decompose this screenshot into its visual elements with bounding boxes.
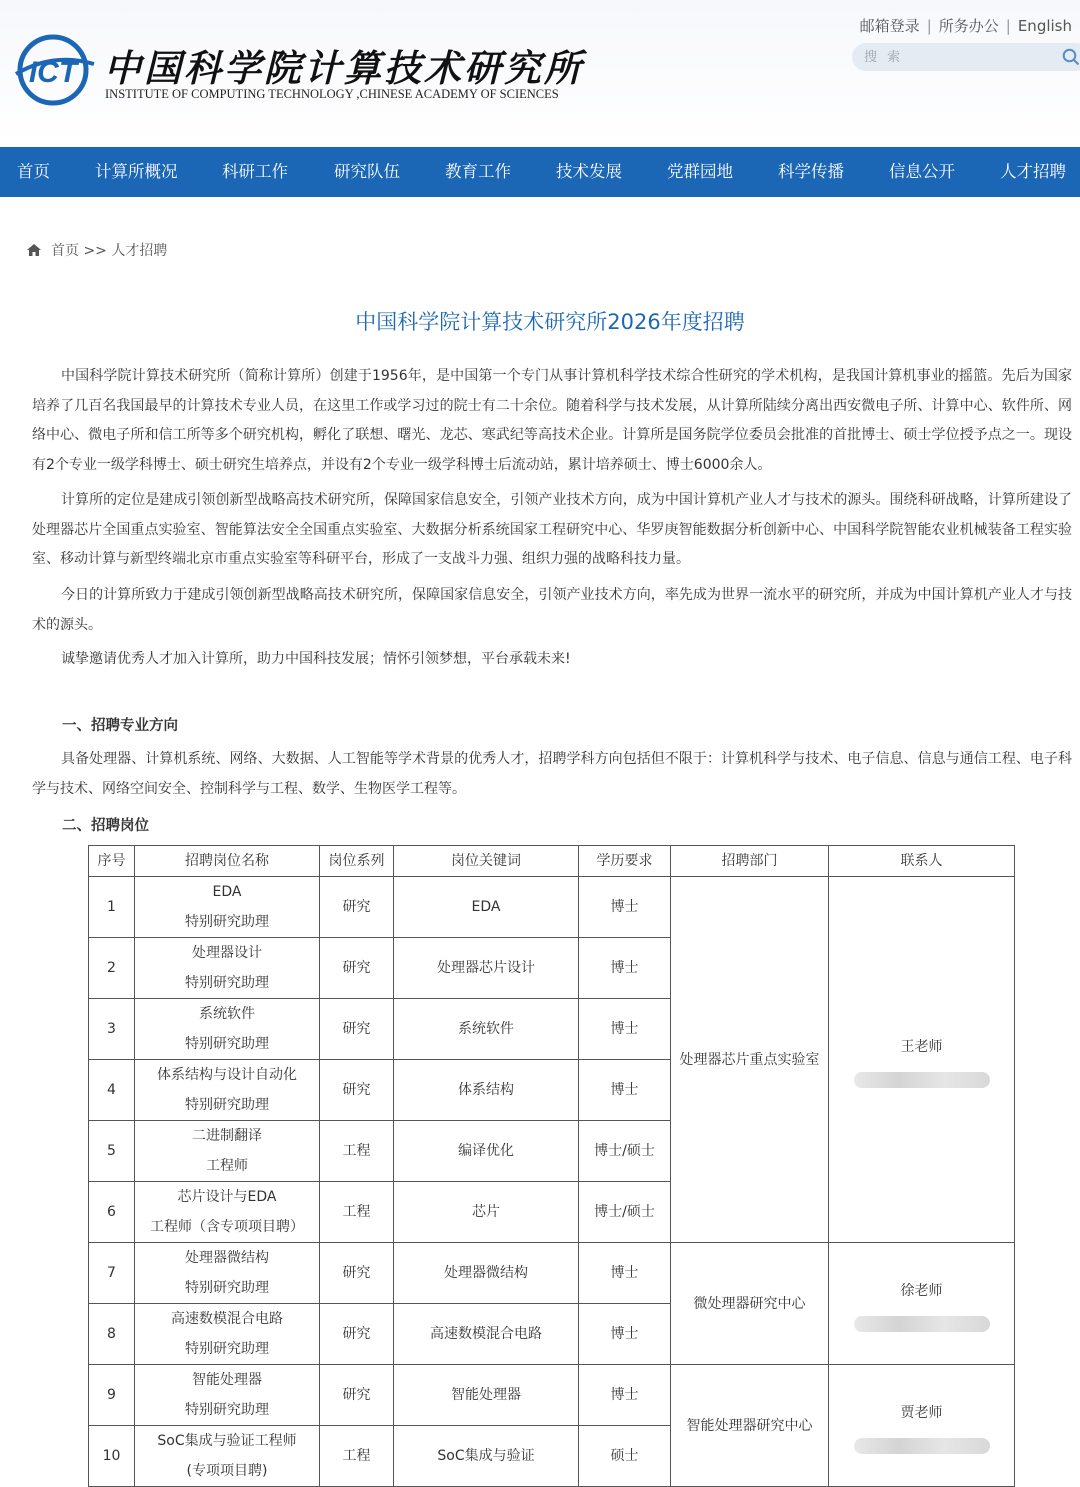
position-title: 芯片设计与EDA [177, 1189, 277, 1205]
table-row [89, 1243, 1015, 1304]
dept-cell: 智能处理器研究中心 [671, 1365, 829, 1487]
row-degree: 博士/硕士 [579, 1121, 671, 1182]
col-header-keyword: 岗位关键词 [394, 846, 579, 877]
nav-party[interactable]: 党群园地 [667, 162, 733, 181]
contact-cell [829, 1365, 1015, 1487]
row-keyword: 系统软件 [394, 999, 579, 1060]
row-no: 7 [89, 1243, 135, 1304]
position-subtitle: (专项项目聘) [186, 1463, 268, 1479]
row-series: 研究 [320, 877, 394, 938]
table-row [89, 877, 1015, 938]
row-series: 研究 [320, 1365, 394, 1426]
contact-name: 贾老师 [900, 1404, 943, 1421]
row-keyword: 体系结构 [394, 1060, 579, 1121]
row-series: 研究 [320, 1304, 394, 1365]
row-keyword: 高速数模混合电路 [394, 1304, 579, 1365]
row-degree: 硕士 [579, 1426, 671, 1487]
row-no: 1 [89, 877, 135, 938]
divider: | [1005, 17, 1011, 35]
col-header-position: 招聘岗位名称 [135, 846, 320, 877]
position-title: 二进制翻译 [192, 1128, 262, 1144]
position-subtitle: 特别研究助理 [185, 1036, 269, 1052]
row-no: 8 [89, 1304, 135, 1365]
row-position [135, 1426, 320, 1487]
position-subtitle: 特别研究助理 [185, 1402, 269, 1418]
table-header-row [89, 846, 1015, 877]
top-links [860, 15, 1072, 36]
nav-team[interactable]: 研究队伍 [334, 162, 400, 181]
row-series: 工程 [320, 1121, 394, 1182]
redacted-contact-info [854, 1316, 990, 1332]
position-title: 高速数模混合电路 [171, 1311, 283, 1327]
nav-research[interactable]: 科研工作 [222, 162, 288, 181]
row-no: 6 [89, 1182, 135, 1243]
row-series: 研究 [320, 938, 394, 999]
row-degree: 博士 [579, 1243, 671, 1304]
position-subtitle: 特别研究助理 [185, 1097, 269, 1113]
position-title: 处理器微结构 [185, 1250, 269, 1266]
section-heading-positions: 二、招聘岗位 [62, 818, 149, 834]
directions-text: 具备处理器、计算机系统、网络、大数据、人工智能等学术背景的优秀人才，招聘学科方向包括但不限于：计算机科学与技术、电子信息、信息与通信工程、电子科学与技术、网络空间安全、控制科学与工程、数学、生物医学工程等。 [32, 751, 1072, 797]
breadcrumb-home[interactable]: 首页 [51, 243, 79, 259]
nav-info[interactable]: 信息公开 [889, 162, 955, 181]
contact-name: 王老师 [900, 1038, 943, 1055]
row-keyword: 编译优化 [394, 1121, 579, 1182]
row-position [135, 1243, 320, 1304]
row-degree: 博士 [579, 938, 671, 999]
col-header-no: 序号 [89, 846, 135, 877]
row-position [135, 1365, 320, 1426]
redacted-contact-info [854, 1438, 990, 1454]
search-input[interactable] [864, 47, 1044, 67]
breadcrumb-separator: >> [83, 243, 107, 259]
contact-cell [829, 877, 1015, 1243]
row-no: 4 [89, 1060, 135, 1121]
col-header-contact: 联系人 [829, 846, 1015, 877]
row-position [135, 1182, 320, 1243]
row-position [135, 1121, 320, 1182]
row-keyword: 芯片 [394, 1182, 579, 1243]
breadcrumb [27, 240, 167, 260]
col-header-dept: 招聘部门 [671, 846, 829, 877]
nav-science-comm[interactable]: 科学传播 [778, 162, 844, 181]
nav-recruitment[interactable]: 人才招聘 [1000, 162, 1066, 181]
row-position [135, 999, 320, 1060]
row-no: 5 [89, 1121, 135, 1182]
institute-name-cn: 中国科学院计算技术研究所 [104, 46, 584, 90]
row-position [135, 877, 320, 938]
position-subtitle: 特别研究助理 [185, 975, 269, 991]
position-title: 系统软件 [199, 1006, 255, 1022]
row-series: 研究 [320, 1060, 394, 1121]
row-position [135, 938, 320, 999]
breadcrumb-current[interactable]: 人才招聘 [111, 243, 168, 259]
col-header-series: 岗位系列 [320, 846, 394, 877]
row-degree: 博士 [579, 999, 671, 1060]
position-title: EDA [212, 884, 242, 900]
row-series: 工程 [320, 1182, 394, 1243]
position-subtitle: 工程师（含专项项目聘） [150, 1219, 304, 1235]
nav-overview[interactable]: 计算所概况 [95, 162, 178, 181]
contact-name: 徐老师 [900, 1282, 943, 1299]
mail-login-link[interactable]: 邮箱登录 [859, 17, 920, 35]
row-no: 3 [89, 999, 135, 1060]
nav-home[interactable]: 首页 [17, 162, 50, 181]
row-degree: 博士 [579, 877, 671, 938]
position-title: 智能处理器 [192, 1372, 262, 1388]
intro-paragraph-3: 今日的计算所致力于建成引领创新型战略高技术研究所，保障国家信息安全，引领产业技术方向，率先成为世界一流水平的研究所，并成为中国计算机产业人才与技术的源头。 [32, 587, 1072, 633]
site-header [0, 0, 1080, 147]
intro-paragraph-2: 计算所的定位是建成引领创新型战略高技术研究所，保障国家信息安全，引领产业技术方向，成为中国计算机产业人才与技术的源头。围绕科研战略，计算所建设了处理器芯片全国重点实验室、智能算法安全全国重点实验室、大数据分析系统国家工程研究中心、华罗庚智能数据分析创新中心、中国科学院智能农业机械装备工程实验室、移动计算与新型终端北京市重点实验室等科研平台，形成了一支战斗力强、组织力强的战略科技力量。 [32, 492, 1072, 568]
ict-logo-icon[interactable] [8, 34, 98, 110]
row-no: 2 [89, 938, 135, 999]
contact-cell [829, 1243, 1015, 1365]
position-subtitle: 特别研究助理 [185, 1341, 269, 1357]
row-no: 9 [89, 1365, 135, 1426]
row-series: 工程 [320, 1426, 394, 1487]
office-link[interactable]: 所务办公 [938, 17, 999, 35]
search-box [852, 43, 1080, 71]
main-nav [0, 147, 1080, 197]
section-heading-directions: 一、招聘专业方向 [62, 718, 178, 734]
nav-education[interactable]: 教育工作 [445, 162, 511, 181]
intro-paragraph-1: 中国科学院计算技术研究所（简称计算所）创建于1956年，是中国第一个专门从事计算机科学技术综合性研究的学术机构，是我国计算机事业的摇篮。先后为国家培养了几百名我国最早的计算技术专业人员，在这里工作或学习过的院士有二十余位。随着科学与技术发展，从计算所陆续分离出西安微电子所、计算中心、软件所、网络中心、微电子所和信工所等多个研究机构，孵化了联想、曙光、龙芯、寒武纪等高技术企业。计算所是国务院学位委员会批准的首批博士、硕士学位授予点之一。现设有2个专业一级学科博士、硕士研究生培养点，并设有2个专业一级学科博士后流动站，累计培养硕士、博士6000余人。 [32, 368, 1072, 474]
logo-text: ICT [28, 56, 78, 89]
divider: | [926, 17, 932, 35]
row-degree: 博士/硕士 [579, 1182, 671, 1243]
position-subtitle: 工程师 [206, 1158, 248, 1174]
col-header-degree: 学历要求 [579, 846, 671, 877]
page-title: 中国科学院计算技术研究所2026年度招聘 [355, 310, 745, 334]
row-degree: 博士 [579, 1304, 671, 1365]
row-position [135, 1060, 320, 1121]
row-position [135, 1304, 320, 1365]
table-row [89, 1365, 1015, 1426]
row-series: 研究 [320, 999, 394, 1060]
row-keyword: SoC集成与验证 [394, 1426, 579, 1487]
position-title: SoC集成与验证工程师 [157, 1433, 297, 1449]
intro-paragraph-4: 诚挚邀请优秀人才加入计算所，助力中国科技发展；情怀引领梦想，平台承载未来! [61, 651, 571, 667]
position-title: 体系结构与设计自动化 [157, 1067, 297, 1083]
row-keyword: 智能处理器 [394, 1365, 579, 1426]
nav-tech-dev[interactable]: 技术发展 [556, 162, 622, 181]
position-subtitle: 特别研究助理 [185, 914, 269, 930]
row-no: 10 [89, 1426, 135, 1487]
positions-table [88, 845, 1015, 1487]
dept-cell: 微处理器研究中心 [671, 1243, 829, 1365]
row-degree: 博士 [579, 1365, 671, 1426]
home-icon[interactable] [27, 244, 41, 260]
row-keyword: 处理器芯片设计 [394, 938, 579, 999]
dept-cell: 处理器芯片重点实验室 [671, 877, 829, 1243]
search-icon[interactable] [1062, 48, 1080, 70]
row-degree: 博士 [579, 1060, 671, 1121]
row-keyword: 处理器微结构 [394, 1243, 579, 1304]
row-series: 研究 [320, 1243, 394, 1304]
row-keyword: EDA [394, 877, 579, 938]
institute-name-en: INSTITUTE OF COMPUTING TECHNOLOGY ,CHINESE ACADEMY OF SCIENCES [105, 87, 559, 101]
english-link[interactable]: English [1017, 17, 1072, 35]
redacted-contact-info [854, 1072, 990, 1088]
position-subtitle: 特别研究助理 [185, 1280, 269, 1296]
position-title: 处理器设计 [192, 945, 262, 961]
